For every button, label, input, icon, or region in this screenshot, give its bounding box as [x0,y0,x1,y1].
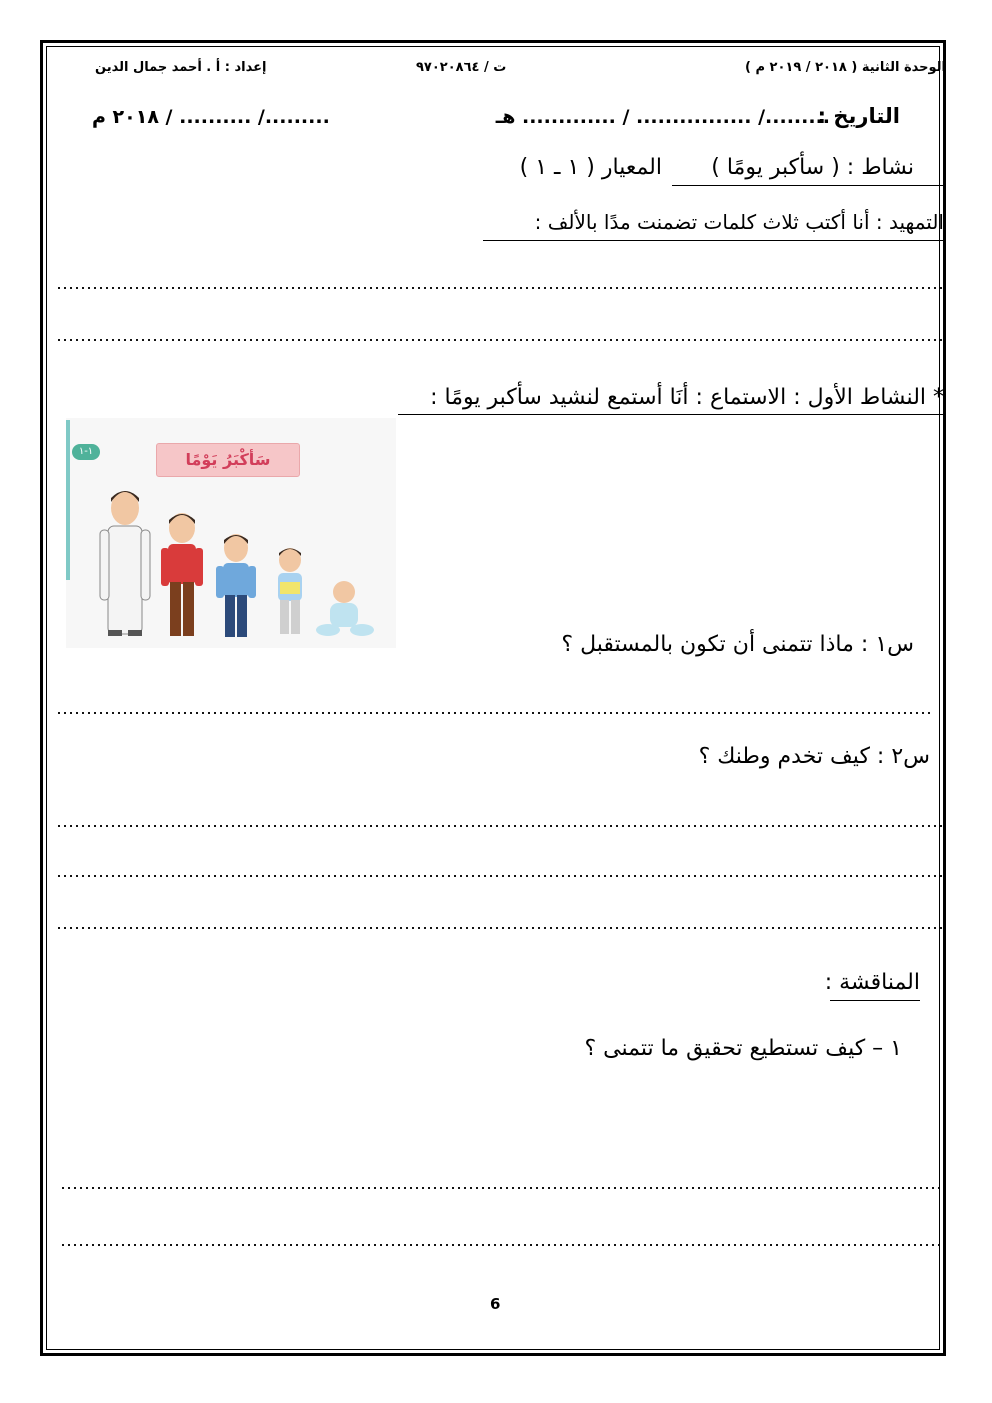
activity-title-underline [672,185,944,186]
intro-answer-line-2[interactable] [56,339,942,341]
date-gregorian-field[interactable]: ........./ .......... / ٢٠١٨ م [92,106,330,128]
date-label: التاريخ : [817,104,900,128]
family-figures [66,470,396,650]
person-child-figure [278,548,302,634]
person-adult-figure [100,491,150,636]
date-hijri-field[interactable]: ........./ ................ / ............. هـ [495,106,830,128]
discussion-heading: المناقشة : [824,970,920,995]
discussion-underline [830,1000,920,1001]
lesson-badge: ١-١ [72,444,100,460]
intro-underline [483,240,945,241]
question-2-answer-line-1[interactable] [56,825,942,827]
person-boy-figure [216,534,256,637]
question-2-answer-line-2[interactable] [56,875,942,877]
discussion-answer-line-2[interactable] [60,1244,942,1246]
question-2: س٢ : كيف تخدم وطنك ؟ [698,744,930,769]
intro-instruction: التمهيد : أنا أكتب ثلاث كلمات تضمنت مدًا بالألف : [534,210,944,234]
question-1: س١ : ماذا تتمنى أن تكون بالمستقبل ؟ [561,632,914,657]
question-1-answer-line[interactable] [56,712,934,714]
first-activity-heading: * النشاط الأول : الاستماع : أنَا أستمع لنشيد سأكبر يومًا : [430,385,944,410]
first-activity-underline [398,414,945,415]
activity-standard: المعيار ( ١ ـ ١ ) [519,155,662,180]
page-border-inner [46,46,940,1350]
discussion-item-1: ١ – كيف تستطيع تحقيق ما تتمنى ؟ [584,1036,902,1061]
author-credit: إعداد : أ . أحمد جمال الدين [95,60,267,75]
person-teen-figure [161,513,203,636]
intro-answer-line-1[interactable] [56,287,942,289]
question-2-answer-line-3[interactable] [56,927,942,929]
illustration-title: سَأكْبَرُ يَوْمًا [156,443,300,477]
phone-number: ت / ٩٧٠٢٠٨٦٤ [416,60,507,75]
discussion-answer-line-1[interactable] [60,1187,942,1189]
unit-header: الوحدة الثانية ( ٢٠١٨ / ٢٠١٩ م ) [744,60,946,75]
activity-title: نشاط : ( سأكبر يومًا ) [711,155,914,180]
person-baby-figure [316,581,374,636]
page-number: 6 [490,1295,501,1313]
